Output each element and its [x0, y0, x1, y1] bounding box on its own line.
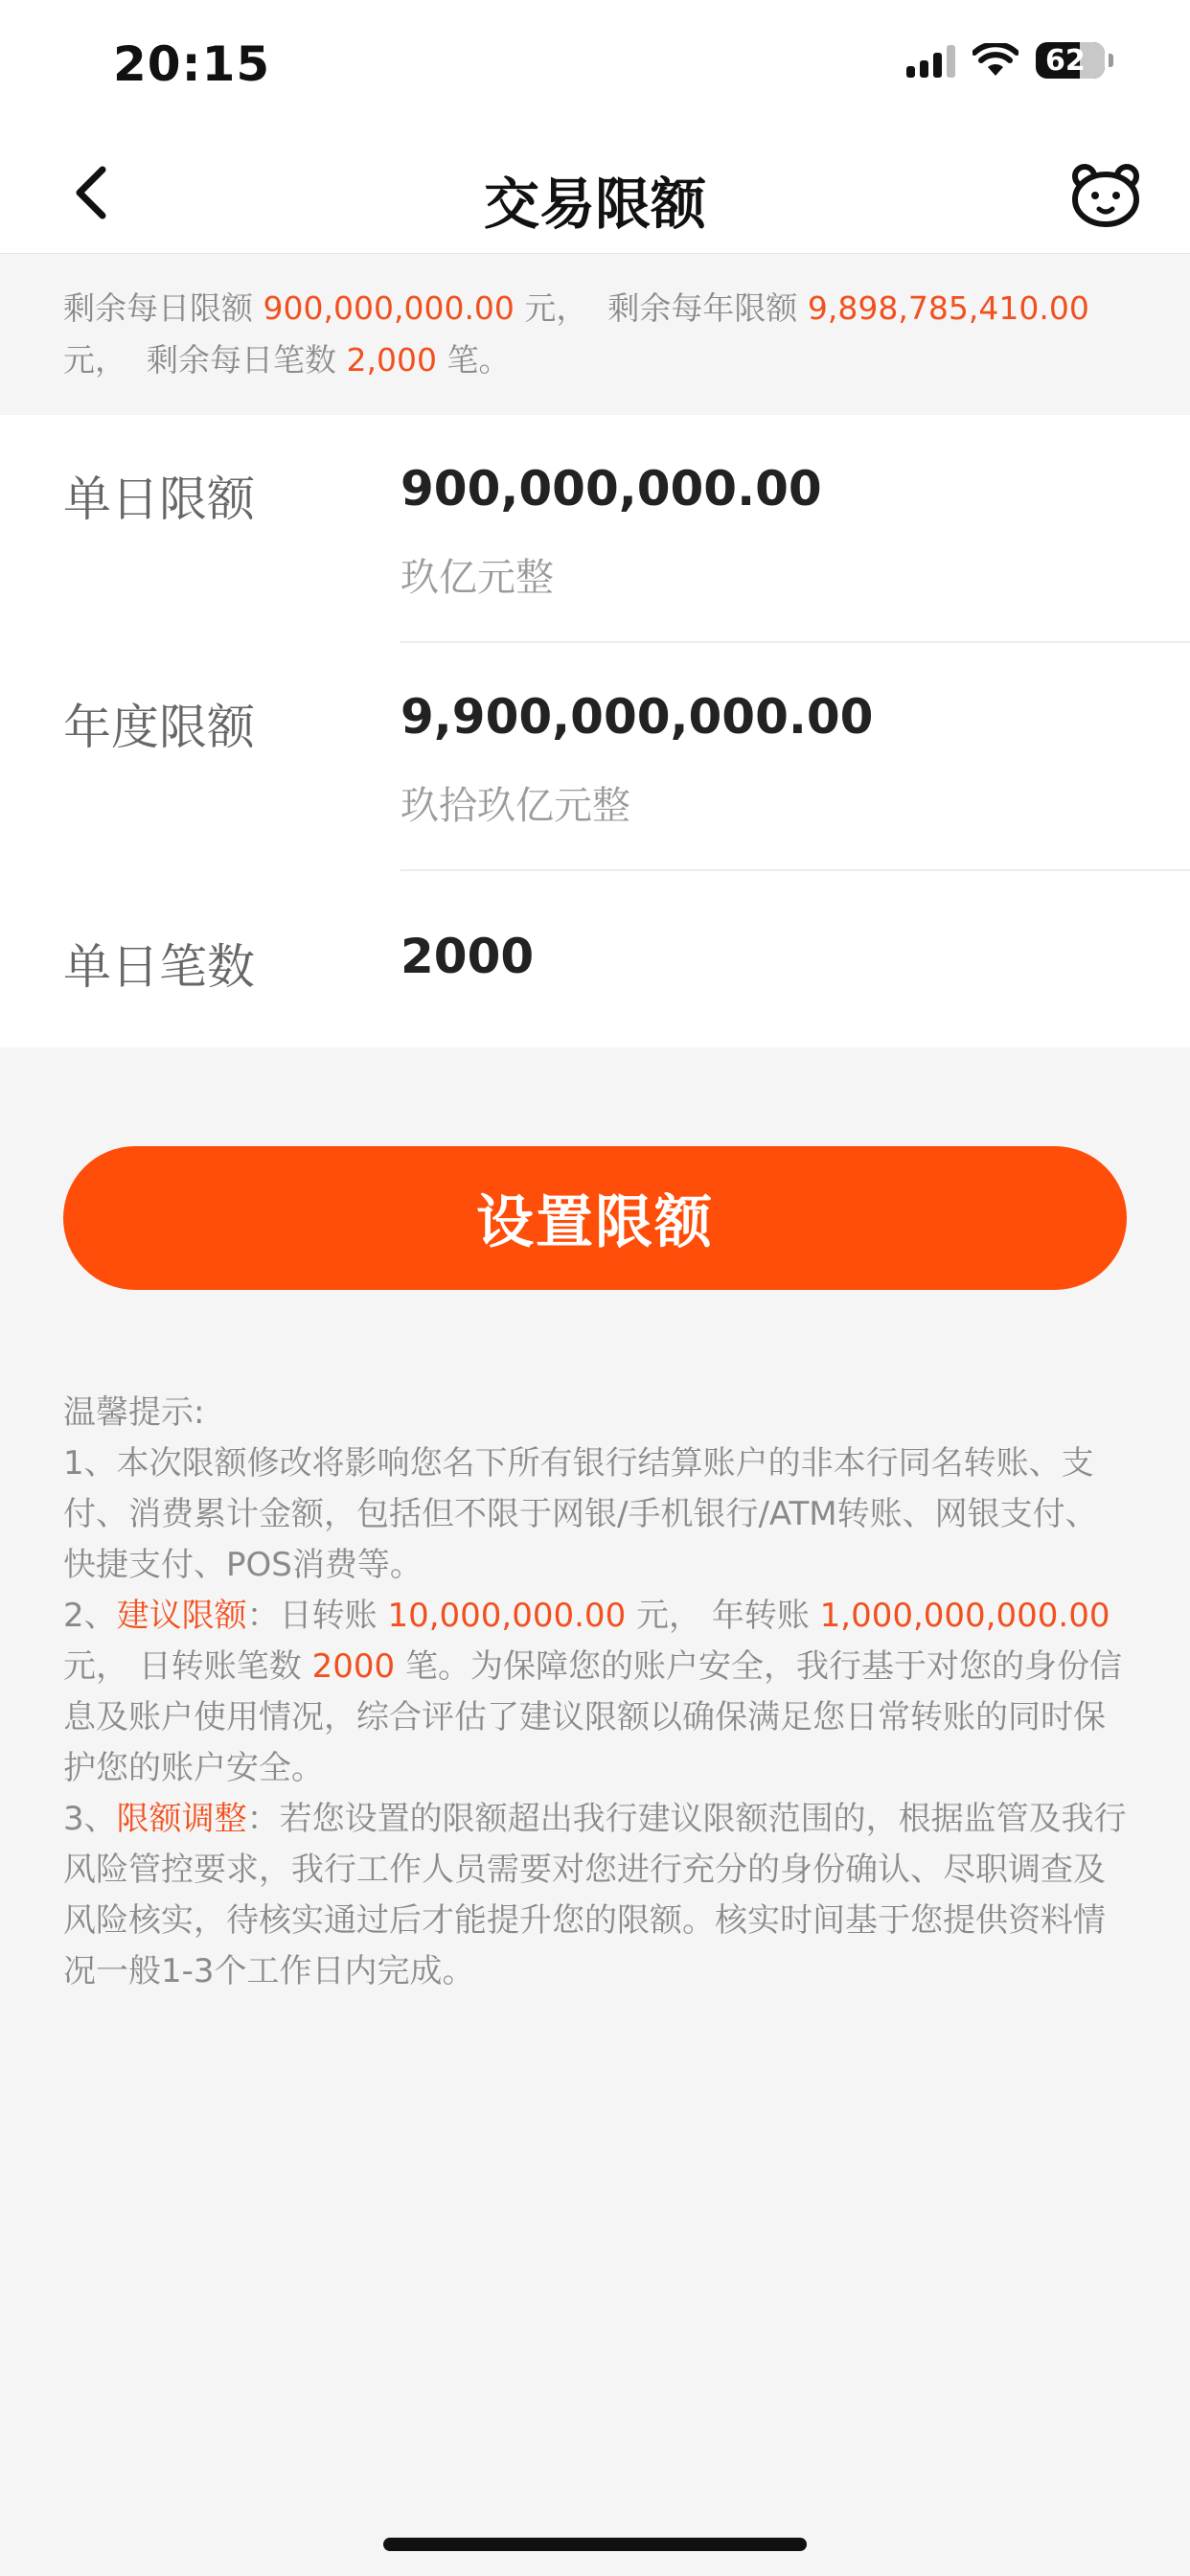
yearly-limit-chinese-amount: 玖拾玖亿元整 [400, 784, 630, 828]
tips-item-2 [63, 1591, 1127, 1794]
status-icons [906, 42, 1113, 79]
cellular-signal-icon [906, 43, 955, 78]
tips-item-3-number: 3、 [63, 1800, 117, 1838]
daily-remaining-label: 剩余每日限额 [63, 289, 253, 327]
daily-limit-input[interactable]: 900,000,000.00 [400, 461, 822, 517]
yearly-limit-label: 年度限额 [63, 700, 255, 755]
customer-service-button[interactable] [1067, 157, 1144, 230]
yearly-remaining-value: 9,898,785,410.00 [807, 289, 1089, 327]
battery-level: 62 [1045, 43, 1086, 78]
yearly-limit-row[interactable] [0, 643, 1190, 871]
tips-item-2-text-c: 元， 日转账笔数 [63, 1647, 302, 1686]
mascot-service-icon [1067, 157, 1144, 230]
daily-remaining-unit: 元， [524, 289, 588, 327]
tips-item-3-text: ：若您设置的限额超出我行建议限额范围的，根据监管及我行风险管控要求，我行工作人员需要对您进行充分的身份确认、尽职调查及风险核实，待核实通过后才能提升您的限额。核实时间基于您提供资料情况一般1-3个工作日内完成。 [63, 1800, 1127, 1990]
yearly-remaining-unit: 元， [63, 341, 126, 379]
nav-bar [0, 134, 1190, 254]
daily-count-label: 单日笔数 [63, 939, 255, 995]
count-remaining-unit: 笔。 [446, 341, 511, 379]
remaining-limits-summary [0, 254, 1190, 415]
tips-item-2-number: 2、 [63, 1597, 117, 1635]
tips-item-1: 1、本次限额修改将影响您名下所有银行结算账户的非本行同名转账、支付、消费累计金额，包括但不限于网银/手机银行/ATM转账、网银支付、快捷支付、POS消费等。 [63, 1444, 1098, 1584]
set-limit-button[interactable]: 设置限额 [63, 1146, 1127, 1290]
count-remaining-label: 剩余每日笔数 [146, 341, 336, 379]
suggested-daily-transfer: 10,000,000.00 [387, 1597, 627, 1635]
tips-item-2-text-b: 元， 年转账 [636, 1597, 810, 1635]
suggested-limit-link[interactable]: 建议限额 [116, 1597, 247, 1635]
limit-form [0, 415, 1190, 1047]
yearly-limit-input[interactable]: 9,900,000,000.00 [400, 689, 874, 745]
tips-item-2-text-d: 笔。为保障您的账户安全，我行基于对您的身份信息及账户使用情况，综合评估了建议限额以确保满足您日常转账的同时保护您的账户安全。 [63, 1647, 1122, 1787]
suggested-yearly-transfer: 1,000,000,000.00 [819, 1597, 1110, 1635]
daily-limit-label: 单日限额 [63, 472, 255, 527]
page-title: 交易限额 [483, 172, 706, 237]
tips-item-2-text-a: ：日转账 [246, 1597, 378, 1635]
daily-remaining-value: 900,000,000.00 [263, 289, 515, 327]
wifi-icon [973, 43, 1018, 78]
daily-count-input[interactable]: 2000 [400, 929, 535, 984]
daily-count-row[interactable] [0, 871, 1190, 1047]
tips-section [63, 1388, 1127, 1997]
battery-icon [1036, 42, 1105, 79]
limit-adjust-link[interactable]: 限额调整 [116, 1800, 247, 1838]
status-time: 20:15 [113, 36, 271, 92]
status-bar [0, 0, 1190, 134]
yearly-remaining-label: 剩余每年限额 [607, 289, 798, 327]
daily-limit-chinese-amount: 玖亿元整 [400, 556, 554, 600]
suggested-daily-count: 2000 [311, 1647, 396, 1686]
count-remaining-value: 2,000 [346, 341, 437, 379]
tips-title: 温馨提示: [63, 1393, 205, 1432]
battery-tip [1109, 54, 1113, 67]
tips-item-3 [63, 1794, 1127, 1997]
daily-limit-row[interactable] [0, 415, 1190, 643]
home-indicator [383, 2538, 807, 2551]
